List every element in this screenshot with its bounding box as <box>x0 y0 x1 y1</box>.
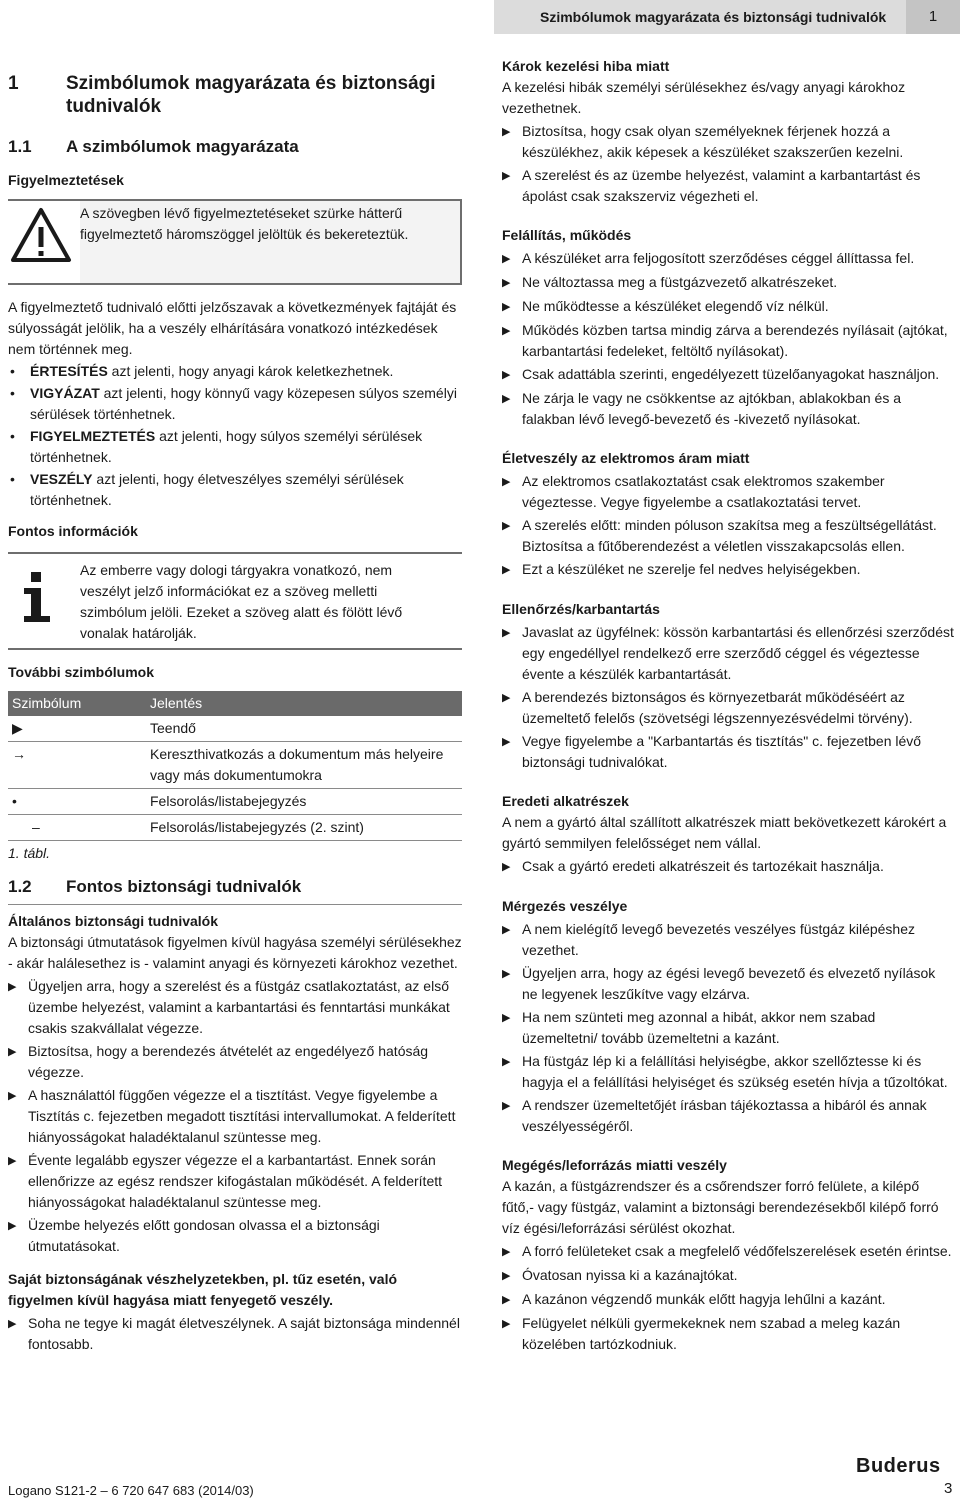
action-arrow-icon: ▶ <box>8 1090 17 1102</box>
table-row <box>8 789 462 815</box>
action-arrow-icon: ▶ <box>502 393 511 405</box>
action-arrow-icon: ▶ <box>502 325 511 337</box>
action-text: Óvatosan nyissa ki a kazánajtókat. <box>522 1267 738 1283</box>
bullet-glyph: • <box>10 385 15 401</box>
symbols-table <box>8 691 462 841</box>
action-item <box>502 248 954 270</box>
list-item <box>8 361 462 382</box>
table-header-row <box>8 691 462 716</box>
action-text: Ügyeljen arra, hogy az égési levegő bevezető és elvezető nyílások ne legyenek leszűkítve vagy elzárva. <box>522 965 936 1002</box>
section-heading-1-1 <box>8 136 462 158</box>
bullet-glyph: • <box>10 428 15 444</box>
safety-section-title: Ellenőrzés/karbantartás <box>502 601 660 617</box>
signal-words-paragraph: A figyelmeztető tudnivaló előtti jelzőszavak a következmények fajtáját és súlyosságát jelölik, ha a veszély elhárítására vonatkozó intézkedések nem történnek meg. <box>8 299 457 357</box>
section-number: 1.1 <box>8 137 32 156</box>
list-item <box>8 426 462 468</box>
action-arrow-icon: ▶ <box>502 736 511 748</box>
safety-section-title: Mérgezés veszélye <box>502 898 628 914</box>
action-arrow-icon: ▶ <box>502 627 511 639</box>
action-arrow-icon: ▶ <box>502 277 511 289</box>
chapter-title: Szimbólumok magyarázata és biztonsági tudnivalók <box>66 73 436 117</box>
signal-word: VESZÉLY <box>30 471 93 487</box>
section-title: A szimbólumok magyarázata <box>66 137 299 156</box>
running-header-chapter-number: 1 <box>906 0 960 34</box>
warning-box <box>8 199 462 285</box>
action-text: Csak adattábla szerinti, engedélyezett tüzelőanyagokat használjon. <box>522 366 940 382</box>
action-arrow-icon: ▶ <box>502 968 511 980</box>
action-arrow-icon: ▶ <box>502 1012 511 1024</box>
safety-section-paragraph: A kazán, a füstgázrendszer és a csőrendszer forró felülete, a kilépő fűtő,- vagy füstgáz, valamint a biztonsági berendezésekből kilépő forró víz égési/leforrázási sérülést okozhat. <box>502 1178 939 1236</box>
action-text: A használattól függően végezze el a tisztítást. Vegye figyelembe a Tisztítás c. fejezetben megadott tisztítási intervallumokat. A felderített hiányosságokat haladéktalanul szüntesse meg. <box>28 1087 456 1145</box>
signal-word-text: azt jelenti, hogy könnyű vagy közepesen súlyos személyi sérülések történhetnek. <box>30 385 457 422</box>
action-arrow-icon: ▶ <box>502 520 511 532</box>
action-item <box>502 364 954 386</box>
action-arrow-icon: ▶ <box>502 564 511 576</box>
left-column <box>8 72 462 1355</box>
action-arrow-icon: ▶ <box>502 1294 511 1306</box>
bullet-glyph: • <box>10 471 15 487</box>
general-safety-paragraph: A biztonsági útmutatások figyelmen kívül hagyása személyi sérülésekhez - akár halálesethez is - valamint anyagi és környezeti károkhoz vezethet. <box>8 934 462 971</box>
action-text: A kazánon végzendő munkák előtt hagyja lehűlni a kazánt. <box>522 1291 886 1307</box>
action-item <box>502 963 954 1005</box>
action-text: A készüléket arra feljogosított szerződéses céggel állíttassa fel. <box>522 250 915 266</box>
meaning-cell: Felsorolás/listabejegyzés <box>146 789 462 815</box>
action-text: Évente legalább egyszer végezze el a karbantartást. Ennek során ellenőrizze az egész rendszer kifogástalan működését. A felderített hiányosságokat haladéktalanul szüntesse meg. <box>28 1152 443 1210</box>
action-text: Ne zárja le vagy ne csökkentse az ajtókban, ablakokban és a falakban lévő levegő-bevezető és -kivezető nyílásokat. <box>522 390 902 427</box>
safety-section <box>502 599 954 773</box>
important-info-subheading: Fontos információk <box>8 523 138 539</box>
chapter-heading <box>8 72 462 118</box>
meaning-cell: Felsorolás/listabejegyzés (2. szint) <box>146 815 462 841</box>
action-text: Csak a gyártó eredeti alkatrészeit és tartozékait használja. <box>522 858 884 874</box>
signal-word-text: azt jelenti, hogy életveszélyes személyi sérülések történhetnek. <box>30 471 404 508</box>
safety-section-title: Károk kezelési hiba miatt <box>502 58 670 74</box>
action-text: Ha füstgáz lép ki a felállítási helyiségbe, akkor szellőztesse ki és hagyja el a felállítási helyiséget és szükség esetén hívja a tűzoltókat. <box>522 1053 948 1090</box>
action-text: Soha ne tegye ki magát életveszélynek. A saját biztonsága mindennél fontosabb. <box>28 1315 460 1352</box>
action-text: A forró felületeket csak a megfelelő védőfelszerelések esetén érintse. <box>522 1243 952 1259</box>
safety-section-paragraph: A nem a gyártó által szállított alkatrészek miatt bekövetkezett károkért a gyártó semmilyen felelősséget nem vállal. <box>502 814 947 851</box>
meaning-cell: Teendő <box>146 716 462 742</box>
action-item <box>502 731 954 773</box>
action-item <box>502 471 954 513</box>
action-arrow-icon: ▶ <box>502 1056 511 1068</box>
chapter-number: 1 <box>8 73 19 94</box>
action-arrow-icon: ▶ <box>8 981 17 993</box>
action-item <box>502 919 954 961</box>
action-text: Ezt a készüléket ne szerelje fel nedves helyiségekben. <box>522 561 861 577</box>
table-row <box>8 742 462 789</box>
action-arrow-icon: ▶ <box>502 301 511 313</box>
emergency-subheading: Saját biztonságának vészhelyzetekben, pl. tűz esetén, való figyelmen kívül hagyása miatt fenyegető veszély. <box>8 1271 398 1308</box>
action-item <box>502 1289 954 1311</box>
action-text: Ha nem szünteti meg azonnal a hibát, akkor nem szabad üzemeltetni/ tovább üzemeltetni a kazánt. <box>522 1009 876 1046</box>
right-column <box>502 56 954 1355</box>
safety-section <box>502 225 954 430</box>
safety-section-title: Felállítás, működés <box>502 227 632 243</box>
action-text: Felügyelet nélküli gyermekeknek nem szabad a meleg kazán közelében tartózkodniuk. <box>522 1315 901 1352</box>
action-item <box>502 1313 954 1355</box>
action-arrow-icon: ▶ <box>502 476 511 488</box>
action-text: Üzembe helyezés előtt gondosan olvassa el a biztonsági útmutatásokat. <box>28 1217 380 1254</box>
action-item <box>8 1085 462 1148</box>
action-item <box>502 1265 954 1287</box>
signal-word: VIGYÁZAT <box>30 385 100 401</box>
action-arrow-icon: ▶ <box>8 1155 17 1167</box>
safety-section <box>502 56 954 207</box>
action-text: Az elektromos csatlakoztatást csak elektromos szakember végeztesse. Vegye figyelembe a csatlakoztatási tervet. <box>522 473 885 510</box>
box-bottom-rule <box>8 648 462 650</box>
action-item <box>502 515 954 557</box>
action-text: Ügyeljen arra, hogy a szerelést és a füstgáz csatlakoztatást, az első üzembe helyezést, valamint a karbantartási és fenntartási munkákat csakis szakvállalat végezze. <box>28 978 450 1036</box>
table-row <box>8 716 462 742</box>
symbol-cell: → <box>8 742 146 789</box>
action-item <box>502 559 954 581</box>
running-header-title: Szimbólumok magyarázata és biztonsági tudnivalók <box>540 9 887 25</box>
list-item <box>8 469 462 511</box>
action-arrow-icon: ▶ <box>502 253 511 265</box>
action-item <box>502 165 954 207</box>
warning-box-text: A szövegben lévő figyelmeztetéseket szürke hátterű figyelmeztető háromszöggel jelöltük és bekereteztük. <box>80 205 409 242</box>
signal-word: ÉRTESÍTÉS <box>30 363 108 379</box>
general-safety-subheading: Általános biztonsági tudnivalók <box>8 913 219 929</box>
symbol-cell: – <box>8 815 146 841</box>
signal-word: FIGYELMEZTETÉS <box>30 428 156 444</box>
action-text: Ne működtesse a készüléket elegendő víz nélkül. <box>522 298 829 314</box>
table-header-cell: Szimbólum <box>8 691 146 716</box>
footer-page-number: 3 <box>944 1480 953 1497</box>
action-arrow-icon: ▶ <box>502 369 511 381</box>
action-text: Vegye figyelembe a "Karbantartás és tisztítás" c. fejezetben lévő biztonsági tudnivalókat. <box>522 733 922 770</box>
box-top-rule <box>8 552 462 554</box>
safety-section <box>502 448 954 581</box>
action-item <box>8 1215 462 1257</box>
section-heading-1-2 <box>8 876 462 898</box>
safety-section-title: Megégés/leforrázás miatti veszély <box>502 1157 727 1173</box>
action-item <box>502 1051 954 1093</box>
action-arrow-icon: ▶ <box>502 170 511 182</box>
action-item <box>502 1241 954 1263</box>
table-header-cell: Jelentés <box>146 691 462 716</box>
info-box-text: Az emberre vagy dologi tárgyakra vonatkozó, nem veszélyt jelző információkat ez a szöveg melletti szimbólum jelöli. Ezeket a szöveg alatt és fölött lévő vonalak határolják. <box>80 562 403 641</box>
action-item <box>502 296 954 318</box>
action-item <box>8 1313 462 1355</box>
action-text: Ne változtassa meg a füstgázvezető alkatrészeket. <box>522 274 838 290</box>
symbol-cell: ▶ <box>8 716 146 742</box>
action-arrow-icon: ▶ <box>502 692 511 704</box>
safety-section <box>502 1155 954 1355</box>
signal-word-text: azt jelenti, hogy súlyos személyi sérülések történhetnek. <box>30 428 423 465</box>
action-arrow-icon: ▶ <box>502 861 511 873</box>
warning-triangle-icon <box>10 207 72 263</box>
table-caption: 1. tábl. <box>8 845 51 861</box>
action-arrow-icon: ▶ <box>502 1270 511 1282</box>
symbol-cell: • <box>8 789 146 815</box>
signal-word-text: azt jelenti, hogy anyagi károk keletkezhetnek. <box>107 363 394 379</box>
action-text: A nem kielégítő levegő bevezetés veszélyes füstgáz kilépéshez vezethet. <box>522 921 916 958</box>
buderus-logo: Buderus <box>856 1455 941 1477</box>
box-bottom-rule <box>8 283 462 285</box>
action-arrow-icon: ▶ <box>8 1220 17 1232</box>
action-text: A berendezés biztonságos és környezetbarát működéséért az üzemeltető felelős (szövetségi légszennyezésvédelmi törvény). <box>522 689 913 726</box>
action-text: Javaslat az ügyfélnek: kössön karbantartási és ellenőrzési szerződést egy engedéllyel rendelkező erre szerződő céggel és végeztesse évente a készülék karbantartását. <box>522 624 954 682</box>
more-symbols-subheading: További szimbólumok <box>8 664 154 680</box>
action-text: Biztosítsa, hogy csak olyan személyeknek férjenek hozzá a készülékhez, akik képesek a készüléket szakszerűen kezelni. <box>522 123 904 160</box>
action-arrow-icon: ▶ <box>502 1100 511 1112</box>
action-text: A szerelést és az üzembe helyezést, valamint a karbantartást és ápolást csak szakszerviz végezheti el. <box>522 167 921 204</box>
action-text: A szerelés előtt: minden póluson szakítsa meg a feszültségellátást. Biztosítsa a fűtőberendezést a véletlen visszakapcsolás ellen. <box>522 517 937 554</box>
table-row <box>8 815 462 841</box>
action-arrow-icon: ▶ <box>502 1246 511 1258</box>
action-item <box>8 976 462 1039</box>
action-item <box>502 622 954 685</box>
action-arrow-icon: ▶ <box>8 1318 17 1330</box>
action-arrow-icon: ▶ <box>8 1046 17 1058</box>
safety-section-title: Eredeti alkatrészek <box>502 793 629 809</box>
action-item <box>8 1150 462 1213</box>
action-item <box>502 1007 954 1049</box>
safety-section-paragraph: A kezelési hibák személyi sérülésekhez és/vagy anyagi károkhoz vezethetnek. <box>502 79 906 116</box>
action-item <box>502 121 954 163</box>
action-item <box>502 1095 954 1137</box>
action-arrow-icon: ▶ <box>502 924 511 936</box>
action-arrow-icon: ▶ <box>502 126 511 138</box>
action-item <box>8 1041 462 1083</box>
footer-document-id: Logano S121-2 – 6 720 647 683 (2014/03) <box>8 1483 254 1498</box>
info-box <box>8 552 462 650</box>
section-title: Fontos biztonsági tudnivalók <box>66 877 302 896</box>
section-number: 1.2 <box>8 877 32 896</box>
action-item <box>502 388 954 430</box>
action-text: Biztosítsa, hogy a berendezés átvételét az engedélyező hatóság végezze. <box>28 1043 429 1080</box>
action-item <box>502 320 954 362</box>
action-text: A rendszer üzemeltetőjét írásban tájékoztassa a hibáról és annak veszélyességéről. <box>522 1097 927 1134</box>
action-arrow-icon: ▶ <box>502 1318 511 1330</box>
action-item <box>502 272 954 294</box>
info-icon <box>16 570 58 626</box>
list-item <box>8 383 462 425</box>
bullet-glyph: • <box>10 363 15 379</box>
warnings-subheading: Figyelmeztetések <box>8 172 124 188</box>
safety-section <box>502 896 954 1137</box>
action-text: Működés közben tartsa mindig zárva a berendezés nyílásait (ajtókat, karbantartási fedeleket, feltöltő nyílásokat). <box>522 322 948 359</box>
safety-section-title: Életveszély az elektromos áram miatt <box>502 450 750 466</box>
action-item <box>502 856 954 878</box>
safety-section <box>502 791 954 878</box>
section-rule <box>8 904 462 905</box>
meaning-cell: Kereszthivatkozás a dokumentum más helyeire vagy más dokumentumokra <box>146 742 462 789</box>
action-item <box>502 687 954 729</box>
